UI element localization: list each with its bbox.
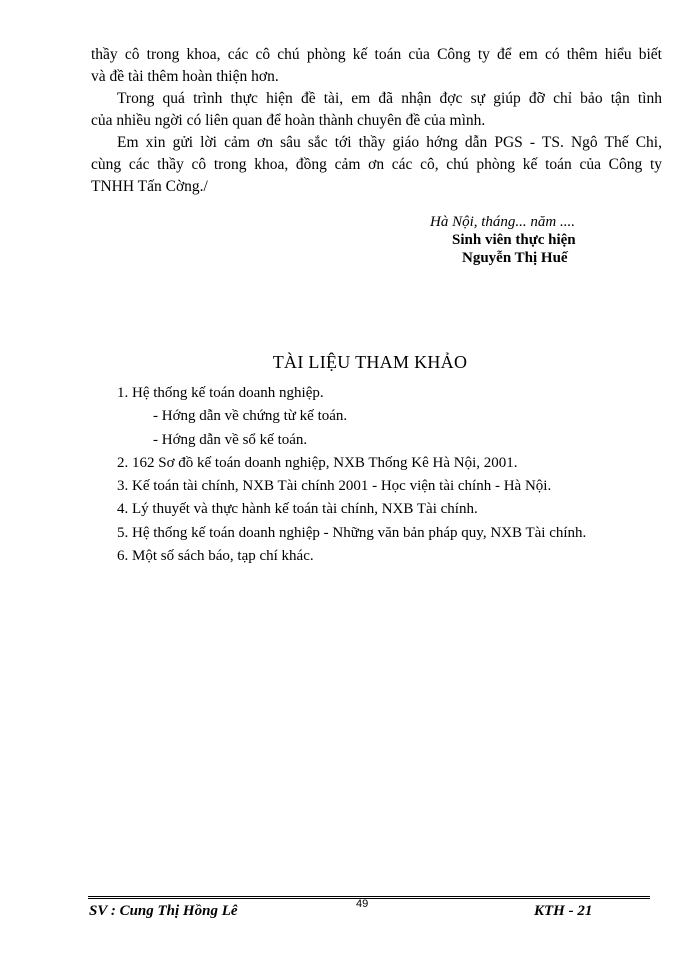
reference-item: 5. Hệ thống kế toán doanh nghiệp - Những văn bản pháp quy, NXB Tài chính. bbox=[117, 524, 587, 541]
signature-date: Hà Nội, tháng... năm .... bbox=[430, 214, 576, 230]
signature-block bbox=[430, 213, 576, 267]
body-line: Em xin gửi lời cảm ơn sâu sắc tới thầy giáo hớng dẫn PGS - TS. Ngô Thế Chi, bbox=[117, 134, 662, 151]
references-title: TÀI LIỆU THAM KHẢO bbox=[272, 352, 468, 372]
body-line: và đề tài thêm hoàn thiện hơn. bbox=[91, 68, 279, 85]
signature-name: Nguyễn Thị Huế bbox=[462, 250, 568, 266]
body-line: cùng các thầy cô trong khoa, đồng cảm ơn các cô, chú phòng kế toán của Công ty bbox=[91, 156, 662, 173]
reference-item: 2. 162 Sơ đồ kế toán doanh nghiệp, NXB Thống Kê Hà Nội, 2001. bbox=[117, 454, 518, 471]
reference-subitem: - Hớng dẫn về sổ kế toán. bbox=[153, 431, 308, 448]
references-list bbox=[117, 382, 586, 568]
reference-subitem: - Hớng dẫn về chứng từ kế toán. bbox=[153, 408, 348, 425]
body-line: thầy cô trong khoa, các cô chú phòng kế toán của Công ty để em có thêm hiểu biết bbox=[91, 46, 662, 63]
reference-item: 4. Lý thuyết và thực hành kế toán tài chính, NXB Tài chính. bbox=[117, 501, 478, 518]
body-line: Trong quá trình thực hiện đề tài, em đã nhận đợc sự giúp đỡ chỉ bảo tận tình bbox=[117, 90, 662, 107]
body-line: của nhiều ngời có liên quan để hoàn thành chuyên đề của mình. bbox=[91, 112, 486, 129]
reference-item: 6. Một số sách báo, tạp chí khác. bbox=[117, 548, 314, 565]
body-paragraphs bbox=[91, 44, 662, 198]
footer-class-code: KTH - 21 bbox=[534, 903, 593, 919]
body-line: TNHH Tấn Cờng./ bbox=[91, 178, 208, 195]
footer-page-number: 49 bbox=[356, 898, 369, 910]
reference-item: 1. Hệ thống kế toán doanh nghiệp. bbox=[117, 385, 324, 401]
signature-role: Sinh viên thực hiện bbox=[452, 232, 576, 248]
footer-divider bbox=[88, 896, 650, 899]
footer-student-name: SV : Cung Thị Hồng Lê bbox=[89, 903, 238, 919]
reference-item: 3. Kế toán tài chính, NXB Tài chính 2001 - Học viện tài chính - Hà Nội. bbox=[117, 478, 552, 495]
